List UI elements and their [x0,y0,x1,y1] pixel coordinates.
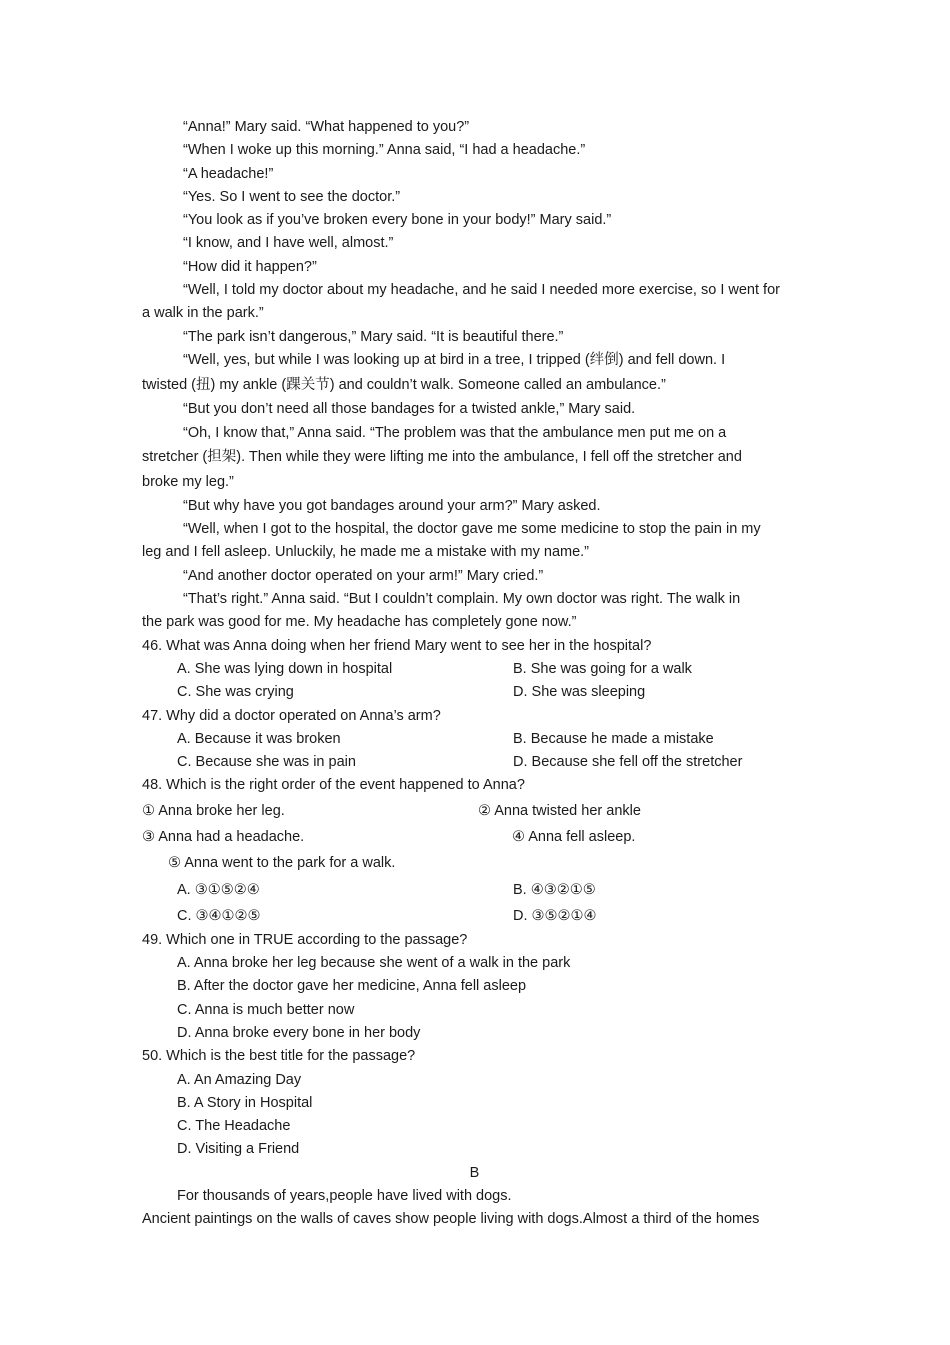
passage-line: “When I woke up this morning.” Anna said, “I had a headache.” [183,142,586,159]
passage-line: broke my leg.” [142,473,234,490]
option-d: D. ③⑤②①④ [513,907,597,924]
passage-line: “A headache!” [183,165,274,182]
document-content [142,116,917,1232]
passage-line: “I know, and I have well, almost.” [183,235,394,252]
question-46 [142,635,917,705]
option-row [142,658,917,681]
event-row [142,798,917,824]
passage-line: “Well, I told my doctor about my headache, and he said I needed more exercise, so I went for [183,282,780,299]
passage-line: “Oh, I know that,” Anna said. “The problem was that the ambulance men put me on a [183,424,727,441]
event-2: ② Anna twisted her ankle [478,802,641,819]
passage-line: “And another doctor operated on your arm!” Mary cried.” [183,567,544,584]
option-c: C. She was crying [177,684,294,701]
event-5: ⑤ Anna went to the park for a walk. [168,854,396,871]
option-b: B. A Story in Hospital [177,1094,313,1111]
question-stem: 48. Which is the right order of the event happened to Anna? [142,777,525,794]
passage-line: the park was good for me. My headache has completely gone now.” [142,614,577,631]
section-b-line: For thousands of years,people have lived with dogs. [177,1187,512,1204]
option-b: B. Because he made a mistake [513,730,714,747]
passage-line: “Well, when I got to the hospital, the doctor gave me some medicine to stop the pain in my [183,521,761,538]
option-a: A. ③①⑤②④ [177,881,260,898]
passage-line: “Anna!” Mary said. “What happened to you?” [183,119,470,135]
option-d: D. Because she fell off the stretcher [513,754,743,771]
option-row [142,903,917,929]
event-4: ④ Anna fell asleep. [512,828,636,845]
question-49 [142,929,917,1045]
question-50 [142,1045,917,1161]
option-b: B. ④③②①⑤ [513,881,596,898]
question-48 [142,774,917,928]
section-b-line: Ancient paintings on the walls of caves show people living with dogs.Almost a third of the homes [142,1211,760,1228]
option-d: D. She was sleeping [513,684,646,701]
option-d: D. Visiting a Friend [177,1141,300,1158]
option-a: A. An Amazing Day [177,1071,302,1088]
option-a: A. Because it was broken [177,730,341,747]
option-b: B. She was going for a walk [513,660,692,677]
question-stem: 49. Which one in TRUE according to the passage? [142,931,468,948]
event-3: ③ Anna had a headache. [142,828,305,845]
event-1: ① Anna broke her leg. [142,802,285,819]
option-row [142,877,917,903]
option-a: A. Anna broke her leg because she went of a walk in the park [177,955,571,972]
passage-line: “Yes. So I went to see the doctor.” [183,188,401,205]
question-47 [142,705,917,775]
section-b [142,1162,917,1232]
passage-line: “You look as if you’ve broken every bone in your body!” Mary said.” [183,212,612,229]
option-b: B. After the doctor gave her medicine, Anna fell asleep [177,978,527,995]
passage-line: “Well, yes, but while I was looking up at bird in a tree, I tripped (绊倒) and fell down. I [183,351,726,368]
passage-line: a walk in the park.” [142,305,264,322]
option-c: C. Anna is much better now [177,1001,355,1018]
question-stem: 50. Which is the best title for the passage? [142,1048,416,1065]
question-stem: 47. Why did a doctor operated on Anna’s arm? [142,707,441,724]
option-a: A. She was lying down in hospital [177,660,393,677]
passage-line: “That’s right.” Anna said. “But I couldn’t complain. My own doctor was right. The walk in [183,591,741,608]
option-row [142,728,917,751]
option-c: C. The Headache [177,1118,291,1135]
option-row [142,681,917,704]
event-row [142,824,917,850]
passage-line: leg and I fell asleep. Unluckily, he made me a mistake with my name.” [142,544,590,561]
section-heading: B [469,1164,480,1181]
question-stem: 46. What was Anna doing when her friend Mary went to see her in the hospital? [142,637,652,654]
passage-line: “How did it happen?” [183,258,317,275]
passage-line: stretcher (担架). Then while they were lifting me into the ambulance, I fell off the stretcher and [142,448,742,465]
passage-line: “The park isn’t dangerous,” Mary said. “It is beautiful there.” [183,328,564,345]
passage-line: “But you don’t need all those bandages for a twisted ankle,” Mary said. [183,401,636,418]
option-row [142,751,917,774]
passage-line: “But why have you got bandages around your arm?” Mary asked. [183,497,601,514]
passage [142,116,917,635]
option-c: C. Because she was in pain [177,754,356,771]
option-d: D. Anna broke every bone in her body [177,1024,421,1041]
passage-line: twisted (扭) my ankle (踝关节) and couldn’t walk. Someone called an ambulance.” [142,377,666,394]
option-c: C. ③④①②⑤ [177,907,261,924]
